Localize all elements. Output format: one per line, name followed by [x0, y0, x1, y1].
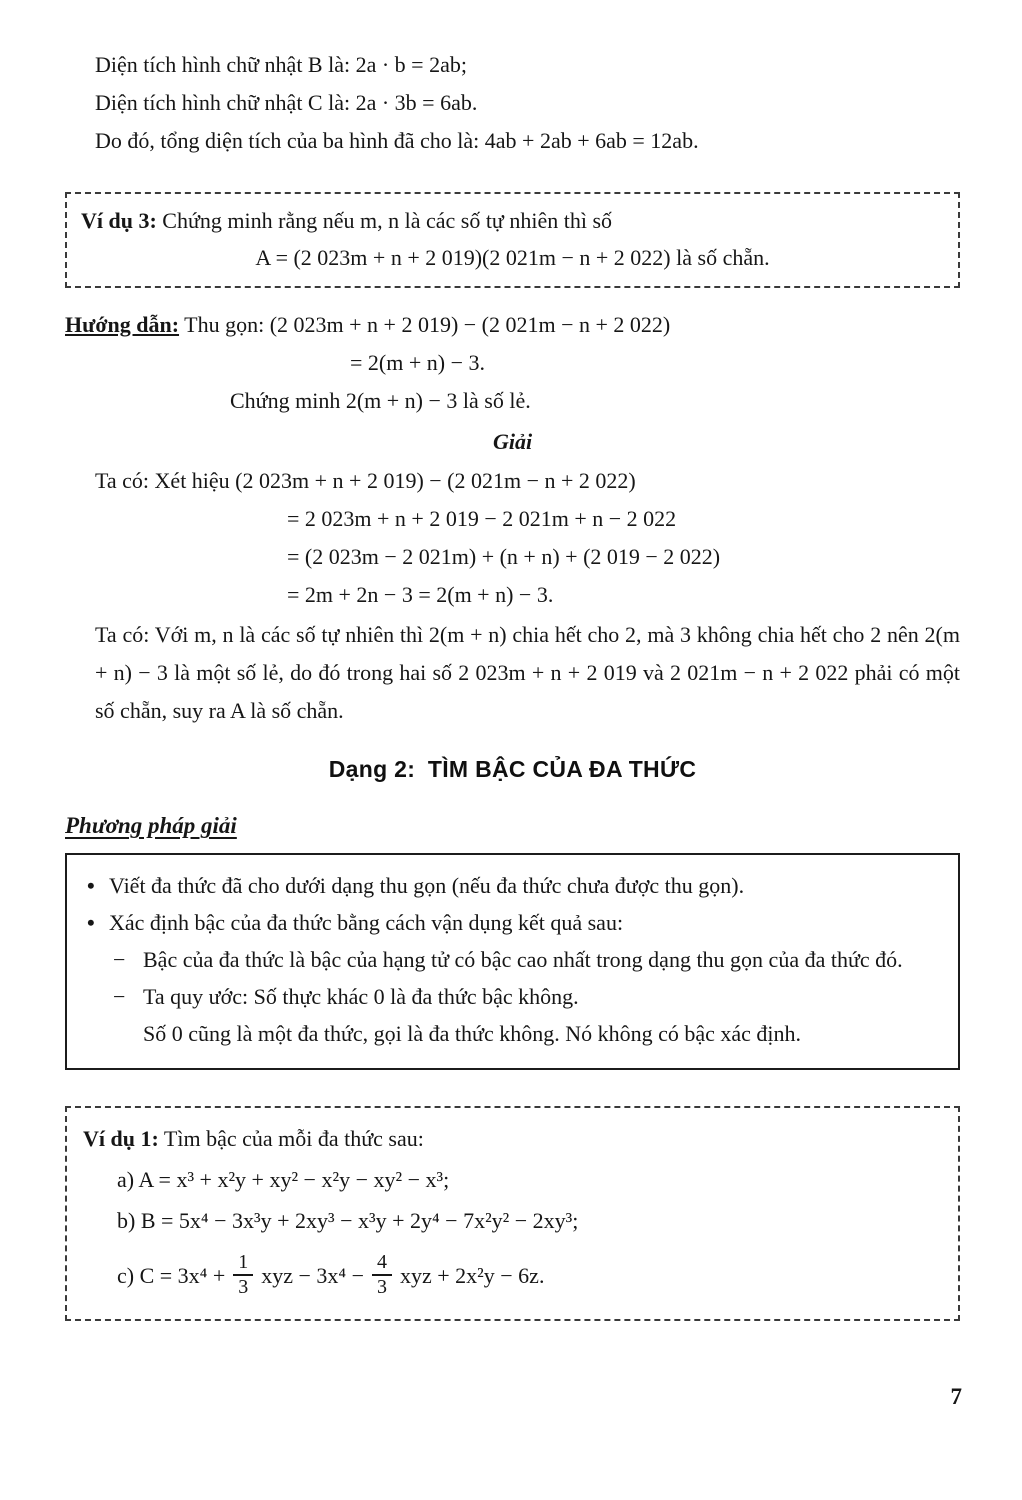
guide-equation: = 2(m + n) − 3. — [350, 350, 485, 375]
fraction-denominator: 3 — [233, 1274, 253, 1299]
example3-formula: A = (2 023m + n + 2 019)(2 021m − n + 2 022) là số chẵn. — [255, 245, 770, 270]
method-box — [65, 853, 960, 1070]
solution-heading: Giải — [492, 429, 533, 454]
dash-icon: − — [113, 984, 126, 1009]
method-title: Phương pháp giải — [65, 813, 237, 838]
guide-conclusion: Chứng minh 2(m + n) − 3 là số lẻ. — [230, 388, 531, 413]
fraction-numerator: 1 — [238, 1251, 249, 1273]
method-sublist — [73, 941, 938, 1052]
method-bullet-2 — [73, 904, 938, 941]
intro-line-2: Diện tích hình chữ nhật C là: 2a · 3b = 6ab. — [95, 90, 478, 115]
intro-line-3: Do đó, tổng diện tích của ba hình đã cho là: 4ab + 2ab + 6ab = 12ab. — [95, 128, 699, 153]
solution-line-1: Ta có: Xét hiệu (2 023m + n + 2 019) − (2 021m − n + 2 022) — [95, 468, 636, 493]
method-bullet-1-text: Viết đa thức đã cho dưới dạng thu gọn (nếu đa thức chưa được thu gọn). — [109, 873, 745, 898]
method-subitem-2-continued: Số 0 cũng là một đa thức, gọi là đa thức không. Nó không có bậc xác định. — [143, 1021, 802, 1046]
section2-heading — [65, 756, 960, 783]
dash-icon: − — [113, 947, 126, 972]
intro-line-1: Diện tích hình chữ nhật B là: 2a · b = 2ab; — [95, 52, 467, 77]
method-bullet-2-text: Xác định bậc của đa thức bằng cách vận dụng kết quả sau: — [109, 910, 624, 935]
example1-item-b: b) B = 5x⁴ − 3x³y + 2xy³ − x³y + 2y⁴ − 7x²y² − 2xy³; — [117, 1208, 579, 1233]
fraction-one-third — [233, 1251, 253, 1299]
example1-title-line — [83, 1118, 942, 1159]
section2-heading-label: Dạng 2: — [328, 756, 416, 782]
guide-intro-text: Thu gọn: (2 023m + n + 2 019) − (2 021m − n + 2 022) — [184, 312, 671, 337]
bullet-icon: • — [87, 873, 95, 898]
example1-label: Ví dụ 1: — [83, 1126, 159, 1151]
fraction-four-thirds — [372, 1251, 392, 1299]
fraction-denominator: 3 — [372, 1274, 392, 1299]
method-subitem-1-text: Bậc của đa thức là bậc của hạng tử có bậc cao nhất trong dạng thu gọn của đa thức đó. — [143, 947, 903, 972]
example1-item-c-seg2: xyz − 3x⁴ − — [261, 1262, 364, 1288]
fraction-numerator: 4 — [377, 1251, 387, 1273]
method-bullet-1 — [73, 867, 938, 904]
solution-section — [65, 462, 960, 730]
example3-box — [65, 192, 960, 288]
method-subitem-2 — [109, 978, 938, 1052]
example3-label: Ví dụ 3: — [81, 208, 157, 233]
guide-intro-line — [65, 306, 960, 344]
guide-section — [65, 306, 960, 420]
page-number: 7 — [950, 1384, 962, 1409]
solution-equation-3: = 2m + 2n − 3 = 2(m + n) − 3. — [287, 582, 554, 607]
example1-item-a: a) A = x³ + x²y + xy² − x²y − xy² − x³; — [117, 1167, 450, 1192]
solution-paragraph: Ta có: Với m, n là các số tự nhiên thì 2(m + n) chia hết cho 2, mà 3 không chia hết cho 2 nên 2(m + n) − 3 là một số lẻ, do đó trong hai số 2 023m + n + 2 019 và 2 021m − n + 2 022 phải có một số chẵn, suy ra A là số chẵn. — [95, 622, 960, 723]
intro-section — [65, 46, 960, 160]
example1-item-c-seg3: xyz + 2x²y − 6z. — [400, 1262, 545, 1288]
guide-label: Hướng dẫn: — [65, 312, 180, 337]
example3-statement: Chứng minh rằng nếu m, n là các số tự nhiên thì số — [162, 208, 613, 233]
method-subitem-2-text: Ta quy ước: Số thực khác 0 là đa thức bậc không. — [143, 984, 579, 1009]
example1-item-c — [83, 1251, 942, 1299]
bullet-icon: • — [87, 910, 95, 935]
solution-equation-2: = (2 023m − 2 021m) + (n + n) + (2 019 − 2 022) — [287, 544, 721, 569]
example3-statement-line — [81, 202, 944, 239]
example1-title: Tìm bậc của mỗi đa thức sau: — [163, 1126, 424, 1151]
method-subitem-1 — [109, 941, 938, 978]
example1-item-c-seg1: c) C = 3x⁴ + — [117, 1262, 226, 1288]
section2-heading-text: TÌM BẬC CỦA ĐA THỨC — [427, 756, 697, 782]
example1-box — [65, 1106, 960, 1321]
solution-equation-1: = 2 023m + n + 2 019 − 2 021m + n − 2 022 — [287, 506, 677, 531]
